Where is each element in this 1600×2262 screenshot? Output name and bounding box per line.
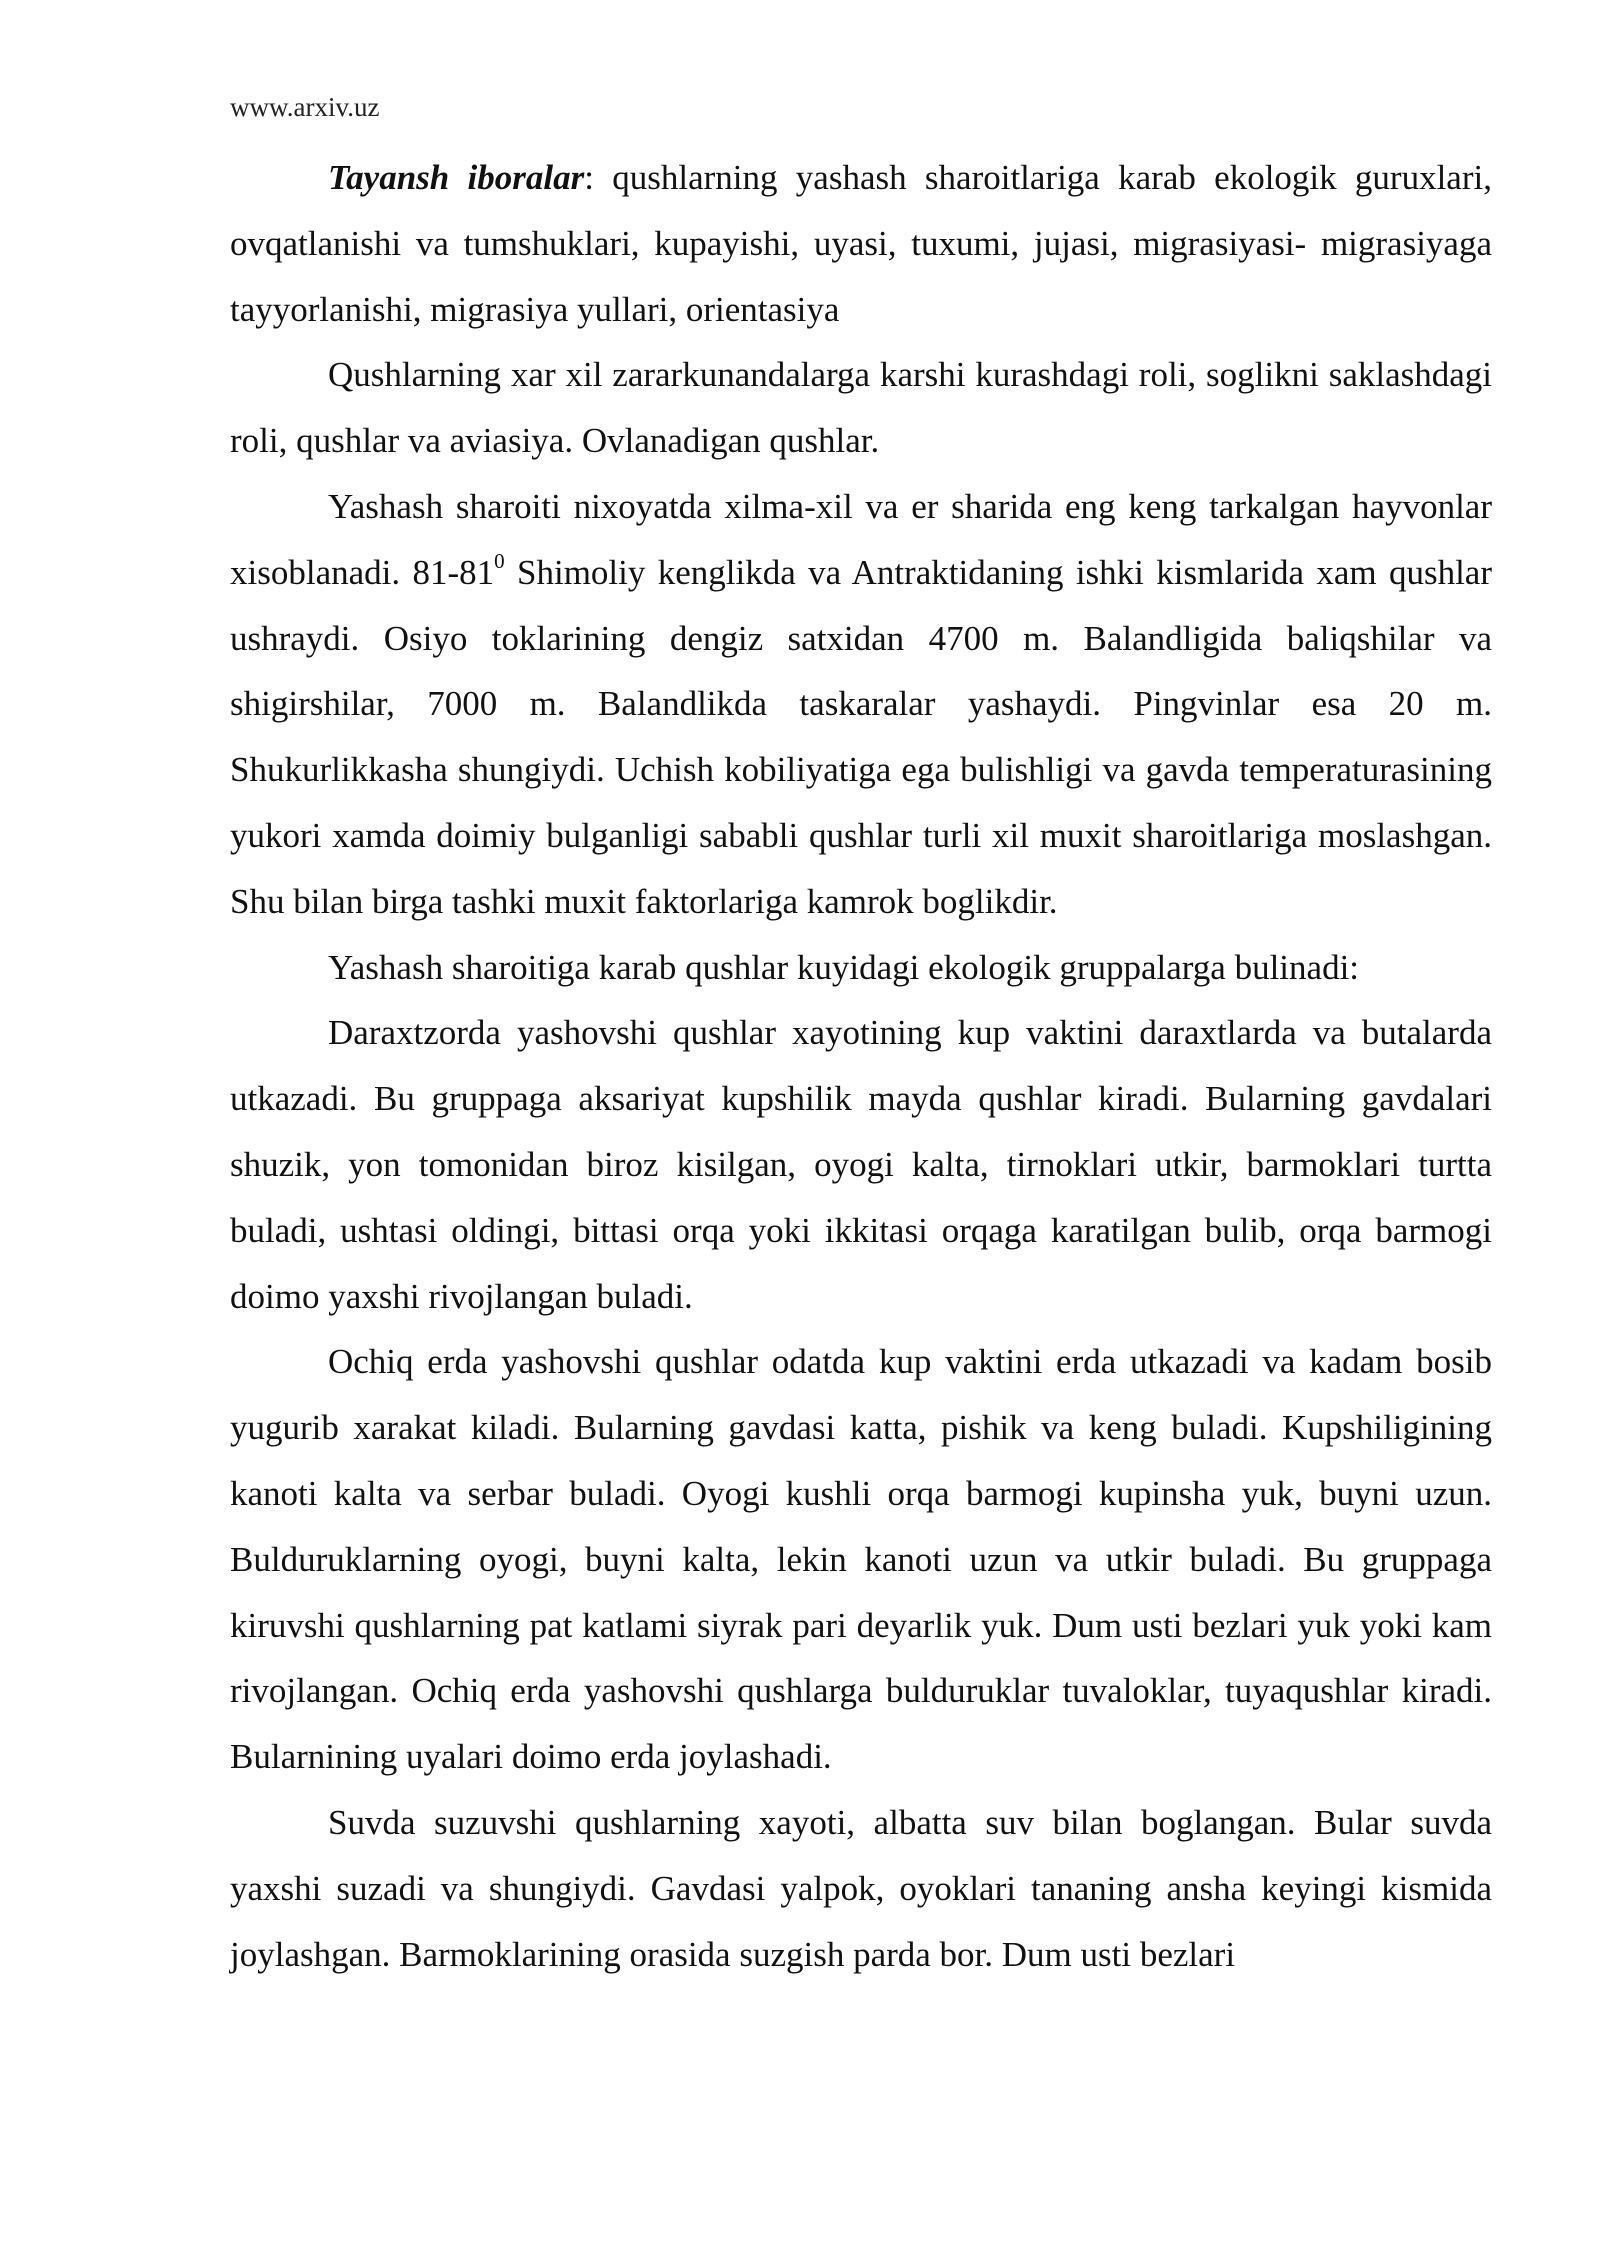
paragraph-water-birds: Suvda suzuvshi qushlarning xayoti, albatta suv bilan boglangan. Bular suvda yaxshi suzadi va shungiydi. Gavdasi yalpok, oyoklari tananing ansha keyingi kismida joylashgan. Barmoklarining orasida suzgish parda bor. Dum usti bezlari — [230, 1802, 1492, 1974]
paragraph-bird-roles: Qushlarning xar xil zararkunandalarga karshi kurashdagi roli, soglikni saklashdagi roli, qushlar va aviasiya. Ovlanadigan qushlar. — [230, 355, 1492, 461]
habitat-text-end: Shimoliy kenglikda va Antraktidaning ishki kismlarida xam qushlar ushraydi. Osiyo toklarining dengiz satxidan 4700 m. Balandligida baliqshilar va shigirshilar, 7000 m. Balandlikda taskaralar yashaydi. Pingvinlar esa 20 m. Shukurlikkasha shungiydi. Uchish kobiliyatiga ega bulishligi va gavda temperaturasining yukori xamda doimiy bulganligi sababli qushlar turli xil muxit sharoitlariga moslashgan. Shu bilan birga tashki muxit faktorlariga kamrok boglikdir. — [230, 552, 1492, 921]
document-body — [230, 145, 1492, 1987]
habitat-text-start: Yashash sharoiti nixoyatda xilma-xil va er sharida eng keng tarkalgan hayvonlar xisoblanadi. 81-81 — [230, 486, 1492, 592]
keywords-paragraph — [230, 145, 1492, 342]
paragraph-ecological-groups: Yashash sharoitiga karab qushlar kuyidagi ekologik gruppalarga bulinadi: — [328, 947, 1360, 987]
paragraph-forest-birds: Daraxtzorda yashovshi qushlar xayotining kup vaktini daraxtlarda va butalarda utkazadi. Bu gruppaga aksariyat kupshilik mayda qushlar kiradi. Bularning gavdalari shuzik, yon tomonidan biroz kisilgan, oyogi kalta, tirnoklari utkir, barmoklari turtta buladi, ushtasi oldingi, bittasi orqa yoki ikkitasi orqaga karatilgan bulib, orqa barmogi doimo yaxshi rivojlangan buladi. — [230, 1013, 1492, 1316]
keywords-label: Tayansh iboralar — [328, 158, 585, 197]
site-url-header: www.arxiv.uz — [230, 92, 380, 122]
degree-superscript: 0 — [494, 549, 505, 574]
paragraph-habitat — [230, 474, 1492, 935]
keywords-colon: : — [584, 158, 594, 197]
keywords-text: qushlarning yashash sharoitlariga karab ekologik guruxlari, ovqatlanishi va tumshuklari, kupayishi, uyasi, tuxumi, jujasi, migrasiyasi- migrasiyaga tayyorlanishi, migrasiya yullari, orientasiya — [230, 158, 1492, 329]
paragraph-open-ground-birds: Ochiq erda yashovshi qushlar odatda kup vaktini erda utkazadi va kadam bosib yugurib xarakat kiladi. Bularning gavdasi katta, pishik va keng buladi. Kupshiligining kanoti kalta va serbar buladi. Oyogi kushli orqa barmogi kupinsha yuk, buyni uzun. Bulduruklarning oyogi, buyni kalta, lekin kanoti uzun va utkir buladi. Bu gruppaga kiruvshi qushlarning pat katlami siyrak pari deyarlik yuk. Dum usti bezlari yuk yoki kam rivojlangan. Ochiq erda yashovshi qushlarga bulduruklar tuvaloklar, tuyaqushlar kiradi. Bularnining uyalari doimo erda joylashadi. — [230, 1342, 1492, 1777]
